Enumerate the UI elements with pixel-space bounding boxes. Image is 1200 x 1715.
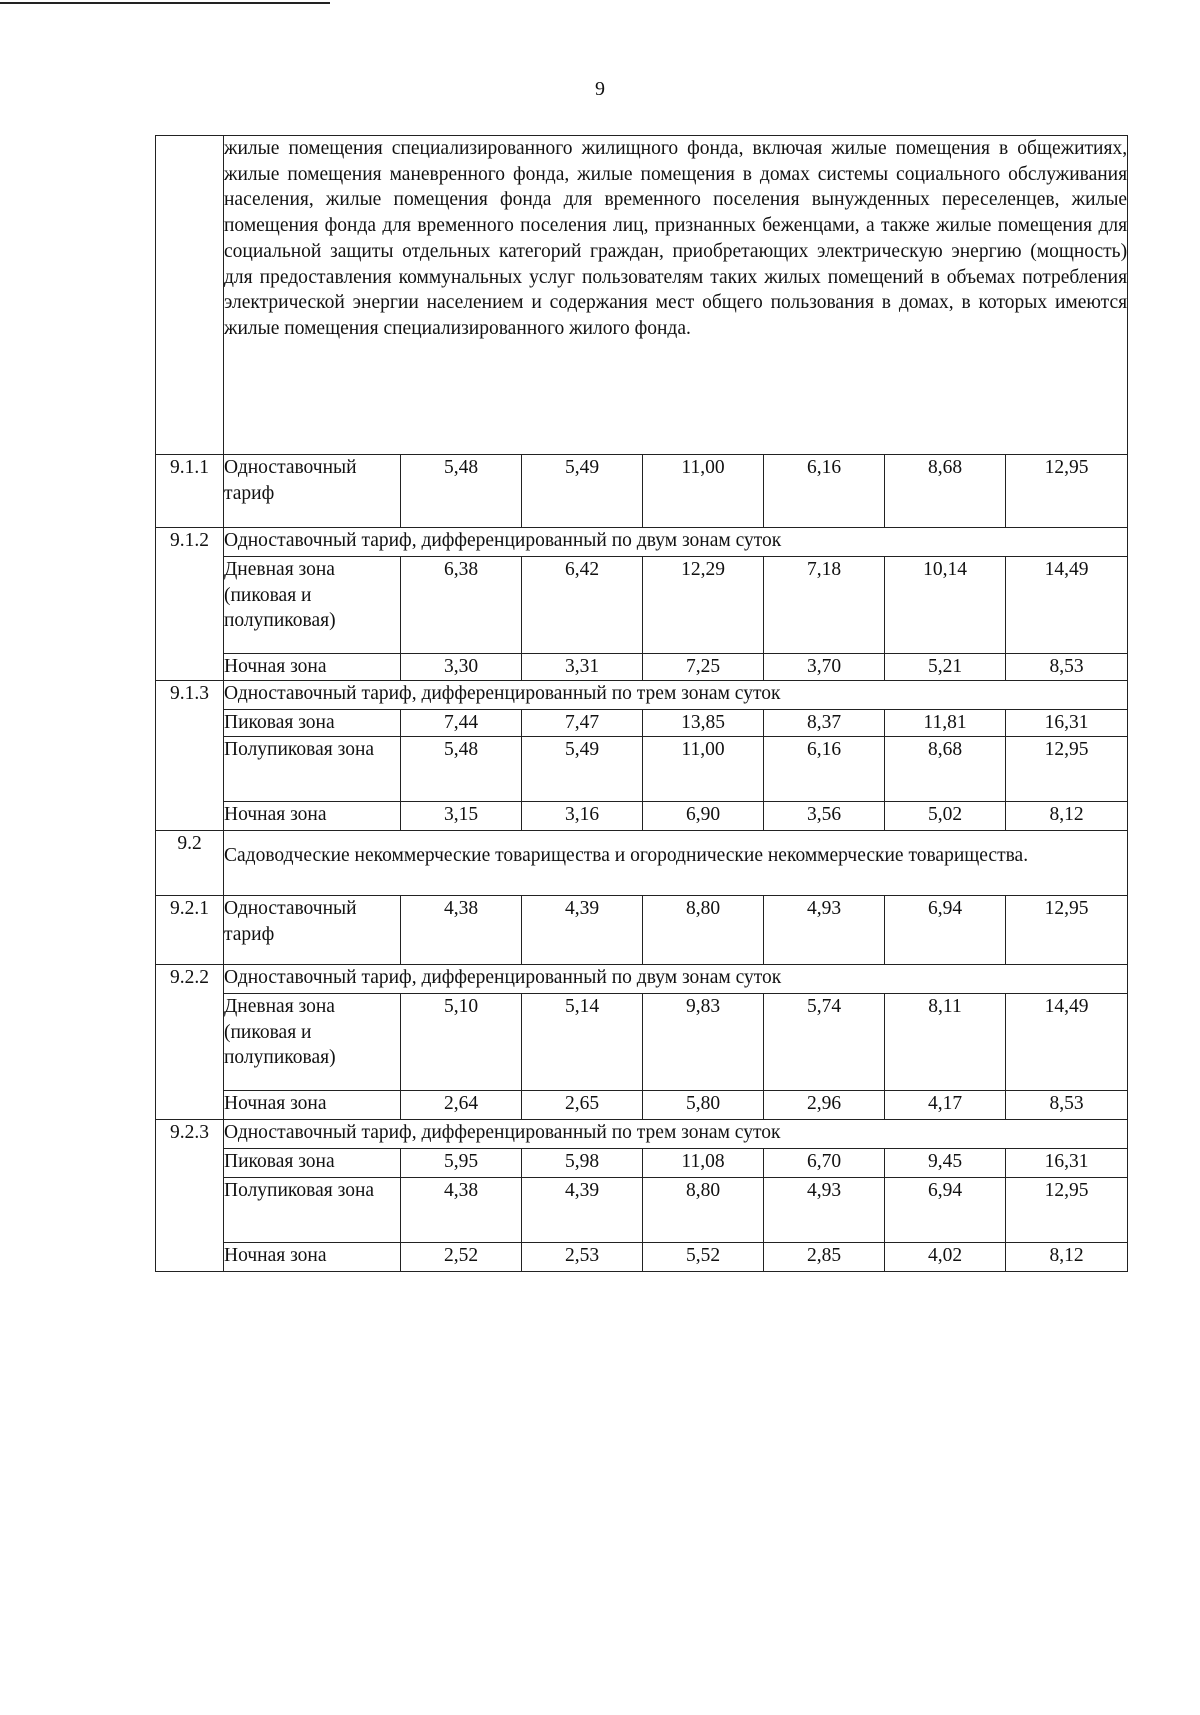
value-cell: 3,15	[401, 802, 522, 831]
table-row	[156, 654, 1128, 681]
value-cell: 2,96	[764, 1091, 885, 1120]
value-cell: 8,80	[643, 1178, 764, 1243]
value-cell: 3,70	[764, 654, 885, 681]
tariff-table	[155, 135, 1128, 1272]
value-cell: 8,53	[1006, 654, 1128, 681]
row-code: 9.1.2	[156, 528, 224, 681]
value-cell: 6,16	[764, 737, 885, 802]
table-row	[156, 528, 1128, 557]
value-cell: 2,53	[522, 1243, 643, 1272]
value-cell: 5,49	[522, 737, 643, 802]
value-cell: 8,68	[885, 737, 1006, 802]
table-row	[156, 737, 1128, 802]
value-cell: 5,10	[401, 994, 522, 1091]
table-row	[156, 831, 1128, 896]
value-cell: 12,95	[1006, 1178, 1128, 1243]
table-row	[156, 1120, 1128, 1149]
subsection-heading: Одноставочный тариф, дифференцированный по двум зонам суток	[224, 528, 1128, 557]
table-row	[156, 1149, 1128, 1178]
row-label: Ночная зона	[224, 802, 401, 831]
value-cell: 3,30	[401, 654, 522, 681]
value-cell: 5,74	[764, 994, 885, 1091]
value-cell: 4,38	[401, 896, 522, 965]
value-cell: 6,38	[401, 557, 522, 654]
value-cell: 4,39	[522, 1178, 643, 1243]
value-cell: 3,16	[522, 802, 643, 831]
value-cell: 8,80	[643, 896, 764, 965]
value-cell: 4,93	[764, 896, 885, 965]
value-cell: 5,80	[643, 1091, 764, 1120]
value-cell: 5,48	[401, 737, 522, 802]
row-label: Пиковая зона	[224, 1149, 401, 1178]
value-cell: 5,52	[643, 1243, 764, 1272]
row-label: Ночная зона	[224, 654, 401, 681]
value-cell: 5,98	[522, 1149, 643, 1178]
value-cell: 5,21	[885, 654, 1006, 681]
value-cell: 7,18	[764, 557, 885, 654]
value-cell: 8,11	[885, 994, 1006, 1091]
value-cell: 6,16	[764, 455, 885, 528]
subsection-heading: Одноставочный тариф, дифференцированный по двум зонам суток	[224, 965, 1128, 994]
value-cell: 14,49	[1006, 557, 1128, 654]
value-cell: 11,00	[643, 737, 764, 802]
table-row	[156, 681, 1128, 710]
value-cell: 9,45	[885, 1149, 1006, 1178]
row-label: Полупиковая зона	[224, 1178, 401, 1243]
table-row	[156, 1243, 1128, 1272]
row-label: Полупиковая зона	[224, 737, 401, 802]
value-cell: 7,44	[401, 710, 522, 737]
value-cell: 6,70	[764, 1149, 885, 1178]
value-cell: 4,02	[885, 1243, 1006, 1272]
table-row	[156, 1178, 1128, 1243]
row-code: 9.1.1	[156, 455, 224, 528]
intro-code-cell	[156, 136, 224, 455]
row-code: 9.1.3	[156, 681, 224, 831]
top-rule	[0, 2, 330, 4]
value-cell: 14,49	[1006, 994, 1128, 1091]
row-label: Дневная зона (пиковая и полупиковая)	[224, 994, 401, 1091]
value-cell: 8,12	[1006, 1243, 1128, 1272]
value-cell: 8,12	[1006, 802, 1128, 831]
value-cell: 2,65	[522, 1091, 643, 1120]
row-label: Ночная зона	[224, 1243, 401, 1272]
row-code: 9.2.1	[156, 896, 224, 965]
subsection-heading: Одноставочный тариф, дифференцированный по трем зонам суток	[224, 681, 1128, 710]
value-cell: 16,31	[1006, 1149, 1128, 1178]
value-cell: 12,95	[1006, 737, 1128, 802]
table-row	[156, 994, 1128, 1091]
table-row	[156, 557, 1128, 654]
value-cell: 16,31	[1006, 710, 1128, 737]
value-cell: 5,48	[401, 455, 522, 528]
value-cell: 3,31	[522, 654, 643, 681]
table-row	[156, 455, 1128, 528]
value-cell: 6,94	[885, 1178, 1006, 1243]
table-row	[156, 1091, 1128, 1120]
page-number: 9	[595, 78, 605, 100]
value-cell: 6,94	[885, 896, 1006, 965]
subsection-heading: Одноставочный тариф, дифференцированный по трем зонам суток	[224, 1120, 1128, 1149]
row-label: Пиковая зона	[224, 710, 401, 737]
value-cell: 4,39	[522, 896, 643, 965]
value-cell: 4,38	[401, 1178, 522, 1243]
value-cell: 3,56	[764, 802, 885, 831]
row-code: 9.2	[156, 831, 224, 896]
value-cell: 11,08	[643, 1149, 764, 1178]
row-label: Ночная зона	[224, 1091, 401, 1120]
value-cell: 12,95	[1006, 896, 1128, 965]
value-cell: 2,52	[401, 1243, 522, 1272]
value-cell: 8,37	[764, 710, 885, 737]
value-cell: 6,42	[522, 557, 643, 654]
value-cell: 12,95	[1006, 455, 1128, 528]
value-cell: 13,85	[643, 710, 764, 737]
value-cell: 12,29	[643, 557, 764, 654]
table-row	[156, 802, 1128, 831]
row-label: Дневная зона (пиковая и полупиковая)	[224, 557, 401, 654]
value-cell: 5,49	[522, 455, 643, 528]
value-cell: 5,95	[401, 1149, 522, 1178]
intro-text: жилые помещения специализированного жилищного фонда, включая жилые помещения в общежитиях, жилые помещения маневренного фонда, жилые помещения в домах системы социального обслуживания населения, жилые помещения фонда для временного поселения вынужденных переселенцев, жилые помещения фонда для временного поселения лиц, признанных беженцами, а также жилые помещения для социальной защиты отдельных категорий граждан, приобретающих электрическую энергию (мощность) для предоставления коммунальных услуг пользователям таких жилых помещений в объемах потребления электрической энергии населением и содержания мест общего пользования в домах, в которых имеются жилые помещения специализированного жилого фонда.	[224, 136, 1128, 455]
value-cell: 6,90	[643, 802, 764, 831]
value-cell: 10,14	[885, 557, 1006, 654]
value-cell: 8,68	[885, 455, 1006, 528]
row-label: Одноставочный тариф	[224, 455, 401, 528]
value-cell: 5,14	[522, 994, 643, 1091]
value-cell: 11,00	[643, 455, 764, 528]
value-cell: 7,47	[522, 710, 643, 737]
section-text: Садоводческие некоммерческие товарищества и огороднические некоммерческие товарищества.	[224, 831, 1128, 896]
value-cell: 9,83	[643, 994, 764, 1091]
table-row	[156, 710, 1128, 737]
row-label: Одноставочный тариф	[224, 896, 401, 965]
value-cell: 7,25	[643, 654, 764, 681]
value-cell: 4,93	[764, 1178, 885, 1243]
row-code: 9.2.2	[156, 965, 224, 1120]
value-cell: 2,85	[764, 1243, 885, 1272]
value-cell: 11,81	[885, 710, 1006, 737]
intro-row	[156, 136, 1128, 455]
value-cell: 8,53	[1006, 1091, 1128, 1120]
table-row	[156, 965, 1128, 994]
table-row	[156, 896, 1128, 965]
row-code: 9.2.3	[156, 1120, 224, 1272]
value-cell: 5,02	[885, 802, 1006, 831]
value-cell: 4,17	[885, 1091, 1006, 1120]
value-cell: 2,64	[401, 1091, 522, 1120]
